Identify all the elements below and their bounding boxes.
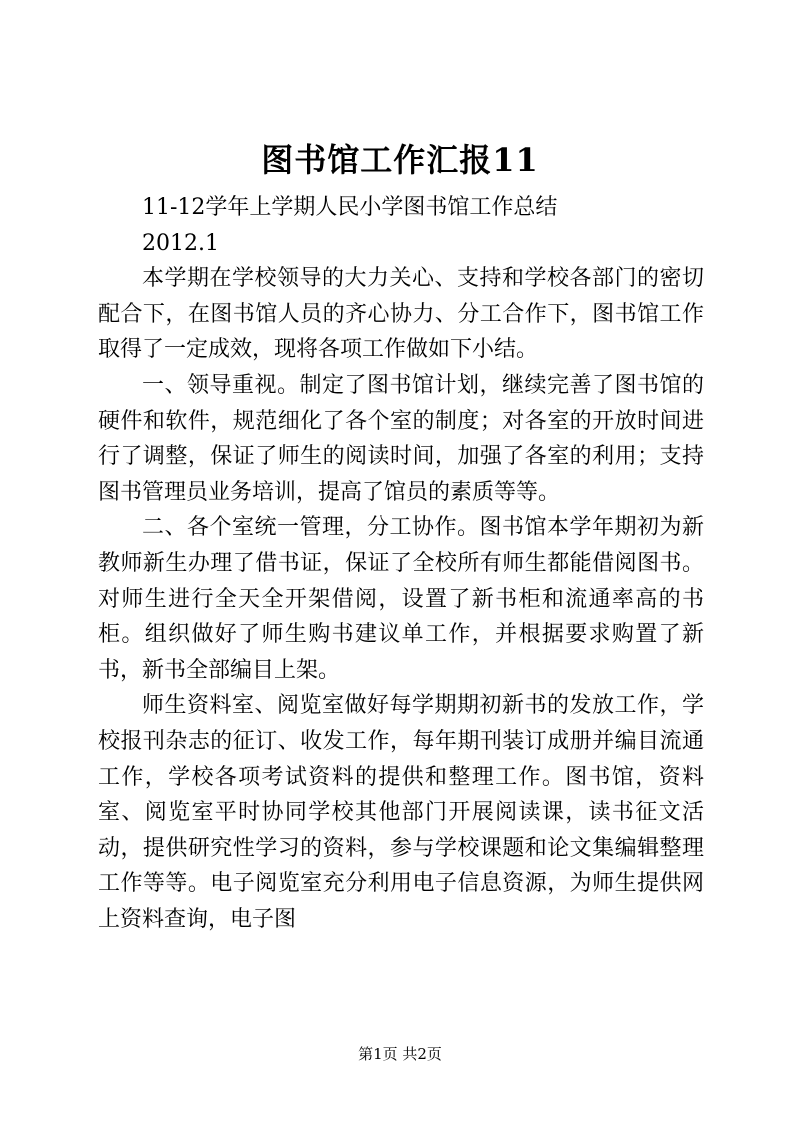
document-body [98,190,704,937]
section-two-paragraph: 二、各个室统一管理，分工协作。图书馆本学年期初为新教师新生办理了借书证，保证了全校所有师生都能借阅图书。对师生进行全天全开架借阅，设置了新书柜和流通率高的书柜。组织做好了师生购书建议单工作，并根据要求购置了新书，新书全部编目上架。 [98,515,704,683]
section-one-paragraph: 一、领导重视。制定了图书馆计划，继续完善了图书馆的硬件和软件，规范细化了各个室的制度；对各室的开放时间进行了调整，保证了师生的阅读时间，加强了各室的利用；支持图书管理员业务培训，提高了馆员的素质等等。 [98,372,704,505]
date-paragraph: 2012.1 [142,230,219,256]
page-footer: 第1页 共2页 [358,1045,442,1063]
subtitle-paragraph: 11-12学年上学期人民小学图书馆工作总结 [142,195,558,220]
resource-room-paragraph: 师生资料室、阅览室做好每学期期初新书的发放工作，学校报刊杂志的征订、收发工作，每年期刊装订成册并编目流通工作，学校各项考试资料的提供和整理工作。图书馆，资料室、阅览室平时协同学校其他部门开展阅读课，读书征文活动，提供研究性学习的资料，参与学校课题和论文集编辑整理工作等等。电子阅览室充分利用电子信息资源，为师生提供网上资料查询，电子图 [98,693,704,932]
intro-paragraph: 本学期在学校领导的大力关心、支持和学校各部门的密切配合下，在图书馆人员的齐心协力、分工合作下，图书馆工作取得了一定成效，现将各项工作做如下小结。 [98,266,704,363]
document-title: 图书馆工作汇报11 [261,141,539,179]
